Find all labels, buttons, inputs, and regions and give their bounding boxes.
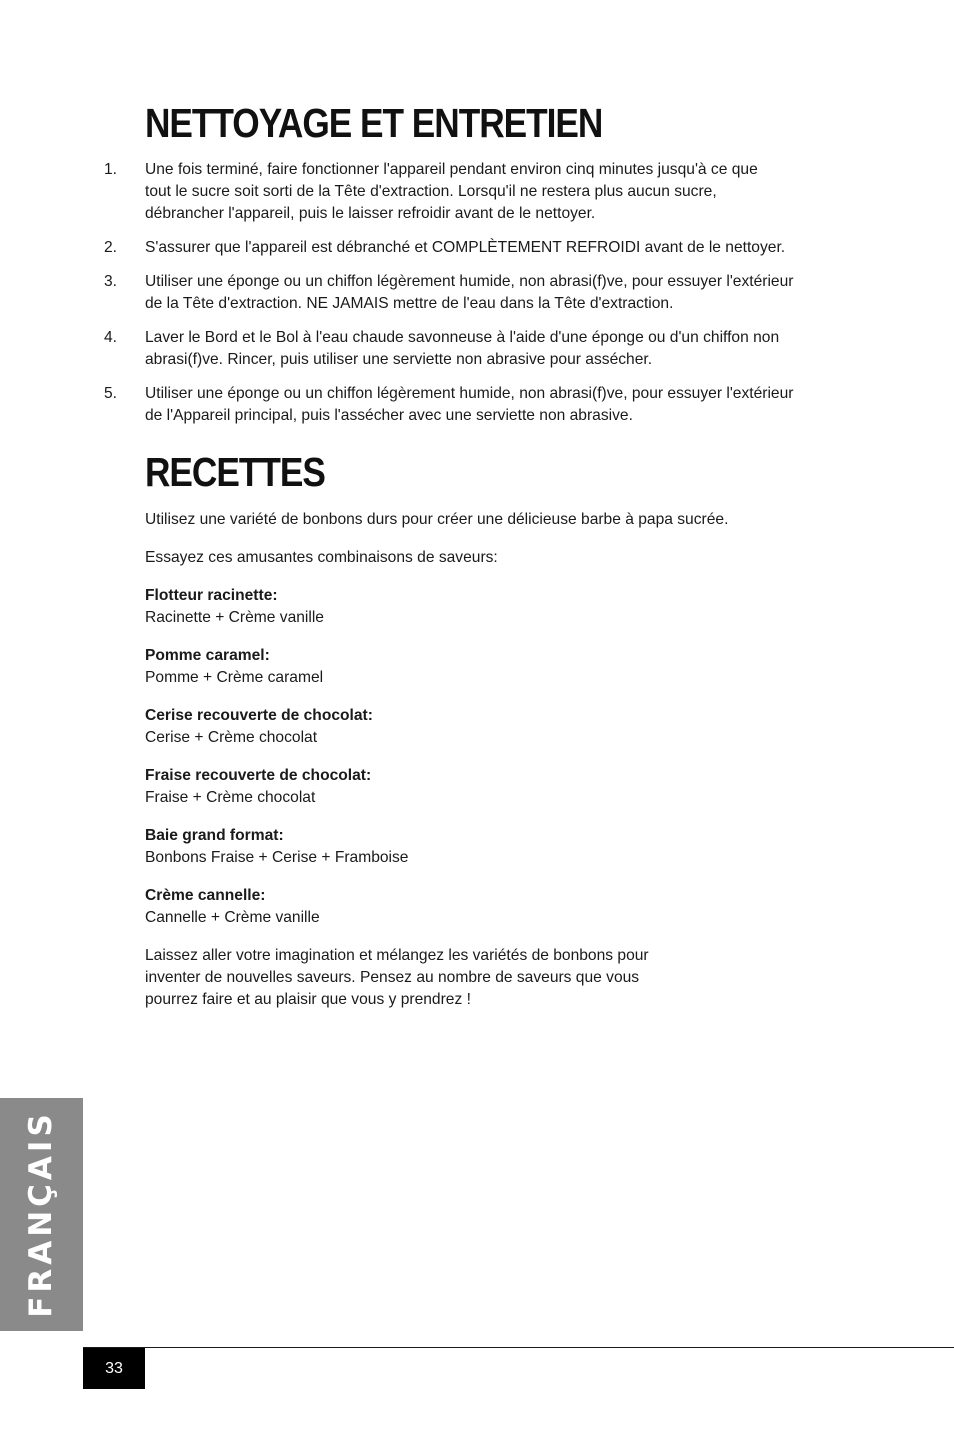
recipes-outro: Laissez aller votre imagination et mélangez les variétés de bonbons pour inventer de nouvelles saveurs. Pensez au nombre de saveurs que vous pourrez faire et au plaisir que vous y prendrez ! (145, 947, 649, 1008)
flavor-combo (145, 765, 845, 809)
step-number: 4. (104, 329, 118, 346)
step-number: 5. (104, 385, 118, 402)
step-text: Une fois terminé, faire fonctionner l'appareil pendant environ cinq minutes jusqu'à ce que tout le sucre soit sorti de la Tête d'extraction. Lorsqu'il ne restera plus aucun sucre, débrancher l'appareil, puis le laisser refroidir avant de le nettoyer. (145, 161, 758, 222)
combo-name: Flotteur racinette: (145, 587, 278, 604)
combo-description: Pomme + Crème caramel (145, 669, 324, 686)
language-tab-label: FRANÇAIS (23, 1110, 59, 1318)
step-text: Laver le Bord et le Bol à l'eau chaude savonneuse à l'aide d'une éponge ou d'un chiffon non abrasi(f)ve. Rincer, puis utiliser une serviette non abrasive pour assécher. (145, 329, 780, 368)
step-number: 3. (104, 273, 118, 290)
flavor-combo (145, 585, 845, 629)
cleaning-step (0, 159, 845, 225)
combo-description: Bonbons Fraise + Cerise + Framboise (145, 849, 409, 866)
combo-name: Cerise recouverte de chocolat: (145, 707, 373, 724)
recipes-section (145, 509, 845, 1027)
combo-name: Crème cannelle: (145, 887, 266, 904)
cleaning-step (0, 383, 845, 427)
step-number: 1. (104, 161, 118, 178)
language-tab (0, 1098, 83, 1331)
cleaning-heading: NETTOYAGE ET ENTRETIEN (145, 100, 603, 146)
combo-name: Pomme caramel: (145, 647, 270, 664)
flavor-combo (145, 825, 845, 869)
flavor-combo (145, 705, 845, 749)
flavor-combo (145, 645, 845, 689)
recipes-heading: RECETTES (145, 449, 325, 495)
cleaning-step (0, 271, 845, 315)
step-number: 2. (104, 239, 118, 256)
cleaning-steps-list (0, 159, 954, 439)
combo-description: Fraise + Crème chocolat (145, 789, 316, 806)
step-text: S'assurer que l'appareil est débranché et COMPLÈTEMENT REFROIDI avant de le nettoyer. (145, 239, 786, 256)
step-text: Utiliser une éponge ou un chiffon légèrement humide, non abrasi(f)ve, pour essuyer l'extérieur de la Tête d'extraction. NE JAMAIS mettre de l'eau dans la Tête d'extraction. (145, 273, 794, 312)
combo-name: Baie grand format: (145, 827, 284, 844)
combo-description: Cannelle + Crème vanille (145, 909, 320, 926)
flavor-combo (145, 885, 845, 929)
cleaning-step (0, 327, 845, 371)
combo-name: Fraise recouverte de chocolat: (145, 767, 372, 784)
cleaning-step (0, 237, 845, 259)
recipes-prompt: Essayez ces amusantes combinaisons de saveurs: (145, 549, 498, 566)
step-text: Utiliser une éponge ou un chiffon légèrement humide, non abrasi(f)ve, pour essuyer l'extérieur de l'Appareil principal, puis l'assécher avec une serviette non abrasive. (145, 385, 794, 424)
combo-description: Racinette + Crème vanille (145, 609, 324, 626)
recipes-intro: Utilisez une variété de bonbons durs pour créer une délicieuse barbe à papa sucrée. (145, 511, 729, 528)
combo-description: Cerise + Crème chocolat (145, 729, 318, 746)
footer-rule (83, 1347, 954, 1348)
page-number: 33 (83, 1348, 145, 1389)
